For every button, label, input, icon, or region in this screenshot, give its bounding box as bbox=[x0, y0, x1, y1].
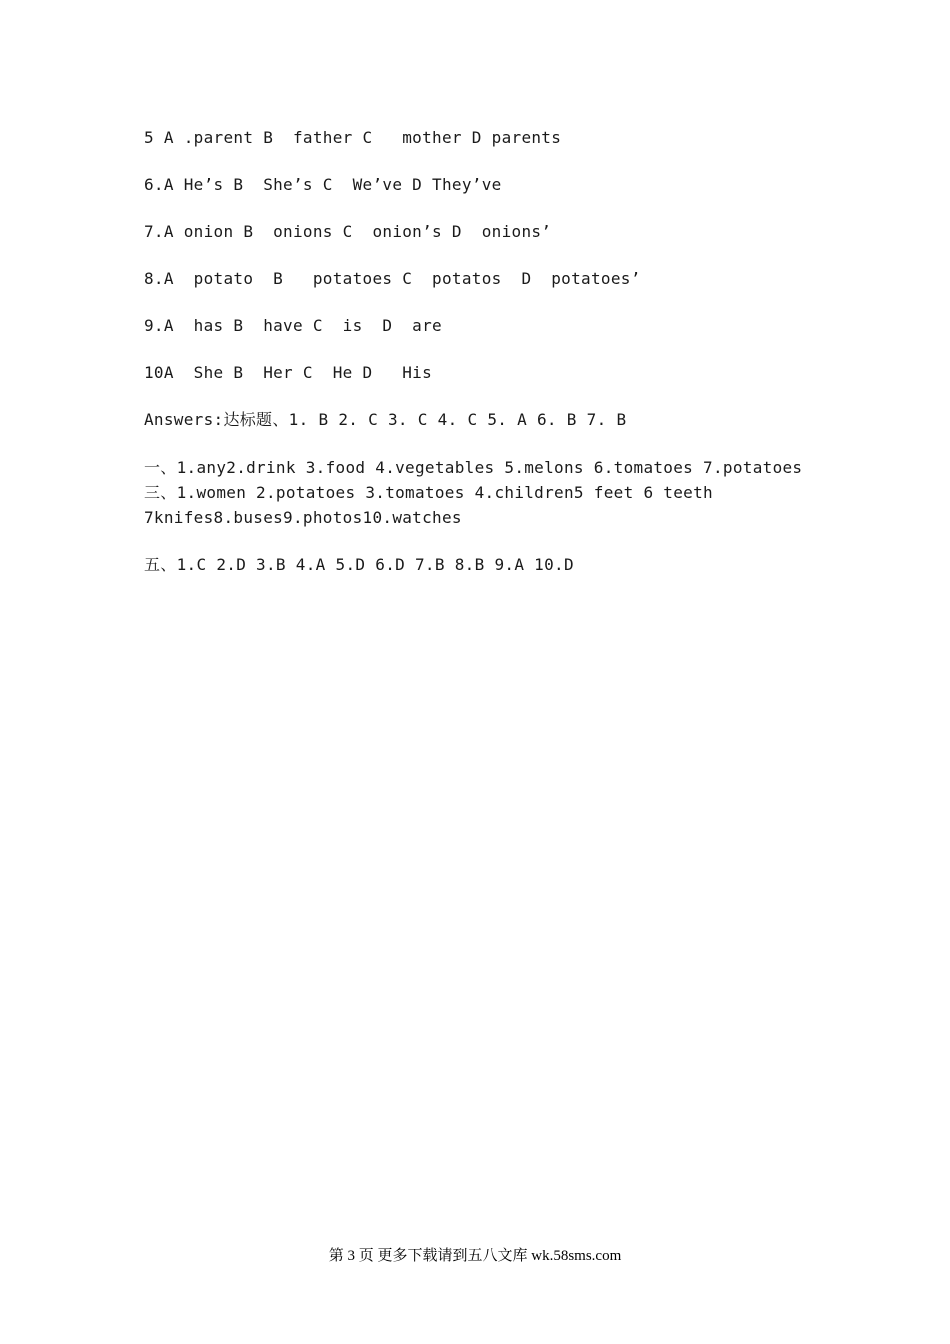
option-line-8: 8.A potato B potatoes C potatos D potatoes’ bbox=[144, 269, 641, 288]
answers-header: Answers:达标题、1. B 2. C 3. C 4. C 5. A 6. B 7. B bbox=[144, 410, 627, 429]
answers-section-1: 一、1.any2.drink 3.food 4.vegetables 5.melons 6.tomatoes 7.potatoes bbox=[144, 458, 803, 477]
option-line-7: 7.A onion B onions C onion’s D onions’ bbox=[144, 222, 552, 241]
answers-section-5: 五、1.C 2.D 3.B 4.A 5.D 6.D 7.B 8.B 9.A 10.D bbox=[144, 555, 574, 574]
option-line-9: 9.A has B have C is D are bbox=[144, 316, 442, 335]
answers-section-3-line-1: 三、1.women 2.potatoes 3.tomatoes 4.children5 feet 6 teeth bbox=[144, 483, 713, 502]
page-footer: 第 3 页 更多下载请到五八文库 wk.58sms.com bbox=[328, 1248, 622, 1264]
option-line-6: 6.A He’s B She’s C We’ve D They’ve bbox=[144, 175, 502, 194]
option-line-10: 10A She B Her C He D His bbox=[144, 363, 433, 382]
answers-section-3-line-2: 7knifes8.buses9.photos10.watches bbox=[144, 508, 462, 527]
option-line-5: 5 A .parent B father C mother D parents bbox=[144, 128, 562, 147]
